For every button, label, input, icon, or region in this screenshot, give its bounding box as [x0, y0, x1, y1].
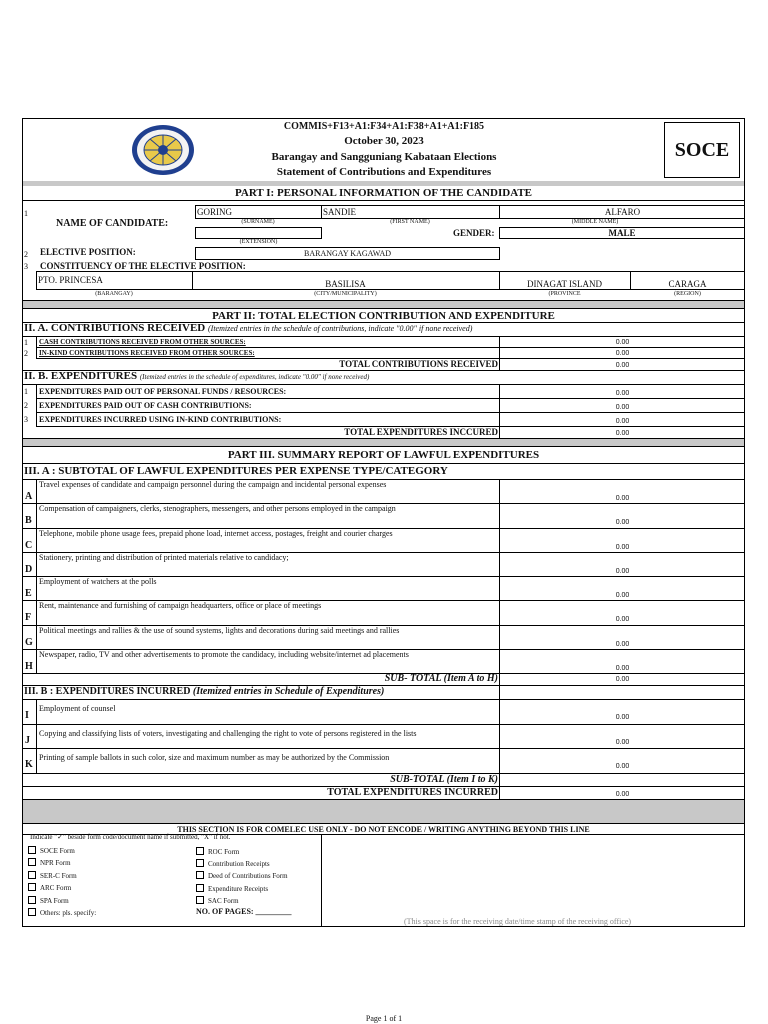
- form-checkbox-label: NPR Form: [40, 859, 71, 868]
- category-letter: E: [25, 588, 32, 599]
- form-checkbox-item[interactable]: [28, 883, 71, 892]
- statement-title: Statement of Contributions and Expenditures: [276, 166, 492, 178]
- part1-divider: [23, 300, 744, 308]
- first-name-field[interactable]: SANDIE: [323, 207, 356, 217]
- category-letter: B: [25, 515, 32, 527]
- gender-field[interactable]: MALE: [608, 228, 636, 238]
- exp-row-value: 0.00: [615, 404, 630, 411]
- category-description: Political meetings and rallies & the use of sound systems, lights and decorations during said meetings and rallies: [39, 625, 400, 635]
- middle-name-caption: (MIDDLE NAME): [571, 219, 619, 225]
- elective-position-field[interactable]: BARANGAY KAGAWAD: [304, 249, 391, 258]
- row2-num: 2: [24, 250, 28, 259]
- surname-caption: (SURNAME): [241, 219, 275, 225]
- form-checkbox-label: Deed of Contributions Form: [208, 872, 288, 881]
- form-checkbox-item[interactable]: [196, 847, 239, 856]
- checkbox-icon[interactable]: [196, 859, 204, 867]
- category-letter: D: [25, 563, 33, 575]
- comelec-instruction: Indicate "✓" beside form code/document name if submitted, "X" if not.: [30, 833, 231, 841]
- exp-heading-text: II. B. EXPENDITURES: [24, 370, 138, 382]
- category-value: 0.00: [615, 592, 630, 599]
- form-checkbox-item[interactable]: [28, 871, 77, 880]
- checkbox-icon[interactable]: [28, 883, 36, 891]
- part3b-note: (Itemized entries in Schedule of Expenditures): [192, 686, 385, 697]
- row-rule: [36, 412, 745, 413]
- checkbox-icon[interactable]: [28, 858, 36, 866]
- form-checkbox-item[interactable]: [196, 896, 239, 905]
- incurred-letter: I: [25, 710, 29, 721]
- form-checkbox-item[interactable]: [28, 896, 69, 905]
- form-date: October 30, 2023: [344, 135, 424, 147]
- form-checkbox-label: SOCE Form: [40, 847, 75, 855]
- soce-label: SOCE: [674, 139, 730, 161]
- form-checkbox-label: Others: pls. specify:: [40, 909, 97, 917]
- row-rule: [36, 384, 37, 426]
- form-checkbox-label: ARC Form: [40, 884, 72, 893]
- incurred-description: Copying and classifying lists of voters, investigating and challenging the right to vote of persons registered in the lists: [39, 728, 417, 738]
- contrib-heading-text: II. A. CONTRIBUTIONS RECEIVED: [24, 322, 206, 334]
- row-rule: [36, 347, 745, 348]
- contrib-note: (Itemized entries in the schedule of contributions, indicate "0.00" if none received): [208, 324, 473, 333]
- exp-total-value: 0.00: [615, 430, 630, 437]
- form-checkbox-item[interactable]: [28, 858, 71, 867]
- barangay-field[interactable]: PTO. PRINCESA: [38, 275, 103, 285]
- surname-field[interactable]: GORING: [197, 207, 232, 217]
- category-letter: F: [25, 612, 32, 624]
- row-rule: [22, 724, 745, 725]
- row-rule: [22, 773, 745, 774]
- city-field[interactable]: BASILISA: [325, 279, 366, 289]
- exp-row-label: EXPENDITURES PAID OUT OF PERSONAL FUNDS / RESOURCES:: [39, 387, 287, 396]
- exp-total-label: TOTAL EXPENDITURES INCCURED: [344, 427, 498, 437]
- constituency-label: CONSTITUENCY OF THE ELECTIVE POSITION:: [40, 261, 246, 271]
- exp-heading: [24, 371, 369, 382]
- category-value: 0.00: [615, 567, 630, 575]
- part2-divider: [23, 438, 744, 446]
- gender-label: GENDER:: [453, 228, 495, 238]
- election-title: Barangay and Sangguniang Kabataan Elections: [271, 151, 497, 163]
- total-expenditures-label: TOTAL EXPENDITURES INCURRED: [327, 787, 498, 798]
- city-caption: (CITY/MUNICIPALITY): [314, 291, 377, 297]
- row-rule: [36, 398, 745, 399]
- category-value: 0.00: [615, 664, 630, 672]
- row1-num: 1: [24, 209, 28, 218]
- incurred-letter: K: [25, 759, 33, 770]
- part3b-heading: [24, 687, 384, 697]
- stamp-note: (This space is for the receiving date/time stamp of the receiving office): [404, 917, 632, 926]
- contrib-row-num: 1: [24, 338, 28, 347]
- contrib-heading: [24, 323, 472, 334]
- contrib-row-label: IN-KIND CONTRIBUTIONS RECEIVED FROM OTHER SOURCES:: [39, 349, 255, 357]
- part3b-heading-text: III. B : EXPENDITURES INCURRED: [24, 686, 191, 697]
- category-letter: G: [25, 636, 33, 648]
- part3b-subtotal-label: SUB-TOTAL (Item I to K): [390, 774, 498, 785]
- extension-field[interactable]: [195, 227, 322, 239]
- form-checkbox-label: SER-C Form: [40, 871, 77, 880]
- category-letter: C: [25, 539, 33, 551]
- region-caption: (REGION): [674, 291, 701, 297]
- name-label: NAME OF CANDIDATE:: [56, 218, 169, 229]
- page-number: Page 1 of 1: [365, 1014, 403, 1023]
- exp-row-value: 0.00: [615, 418, 630, 425]
- contrib-row-value: 0.00: [615, 350, 630, 357]
- contrib-total-label: TOTAL CONTRIBUTIONS RECEIVED: [339, 359, 498, 369]
- category-description: Compensation of campaigners, clerks, stenographers, messengers, and other persons employed in the campaign: [39, 504, 396, 514]
- contrib-total-value: 0.00: [615, 362, 630, 369]
- barangay-caption: (BARANGAY): [95, 291, 133, 297]
- contrib-row-num: 2: [24, 349, 28, 358]
- checkbox-icon[interactable]: [196, 896, 204, 904]
- category-value: 0.00: [615, 543, 630, 551]
- exp-row-num: 3: [24, 415, 28, 424]
- row-rule: [22, 748, 745, 749]
- middle-name-field[interactable]: ALFARO: [604, 207, 641, 217]
- first-name-caption: (FIRST NAME): [390, 219, 430, 225]
- total-expenditures-value: 0.00: [615, 791, 630, 798]
- category-description: Newspaper, radio, TV and other advertisements to promote the candidacy, including website/internet ad placements: [39, 649, 409, 659]
- part3a-subtotal-value: 0.00: [615, 676, 630, 683]
- province-field[interactable]: DINAGAT ISLAND: [526, 279, 603, 289]
- part3a-subtotal-label: SUB- TOTAL (Item A to H): [384, 673, 498, 684]
- incurred-value: 0.00: [615, 714, 630, 721]
- form-checkbox-item[interactable]: [196, 884, 268, 893]
- category-description: Travel expenses of candidate and campaign personnel during the campaign and incidental personal expenses: [39, 480, 387, 489]
- form-code: COMMIS+F13+A1:F34+A1:F38+A1+A1:F185: [283, 121, 485, 132]
- exp-row-value: 0.00: [615, 390, 630, 397]
- category-value: 0.00: [615, 519, 630, 527]
- exp-row-num: 1: [24, 387, 28, 396]
- incurred-value: 0.00: [615, 738, 630, 746]
- form-checkbox-item[interactable]: [28, 908, 96, 917]
- checkbox-icon[interactable]: [28, 896, 36, 904]
- part3-title: PART III. SUMMARY REPORT OF LAWFUL EXPENDITURES: [227, 449, 540, 461]
- checkbox-icon[interactable]: [196, 884, 204, 892]
- category-value: 0.00: [615, 495, 630, 502]
- pages-label: NO. OF PAGES: _________: [196, 907, 292, 916]
- category-letter: A: [25, 491, 33, 502]
- form-checkbox-label: SAC Form: [208, 896, 239, 905]
- contrib-row-value: 0.00: [615, 339, 630, 346]
- row3-num: 3: [24, 262, 28, 271]
- incurred-description: Printing of sample ballots in such color, size and maximum number as may be authorized by the Commission: [39, 753, 390, 762]
- form-checkbox-label: SPA Form: [40, 896, 69, 905]
- exp-row-num: 2: [24, 401, 28, 410]
- category-description: Rent, maintenance and furnishing of campaign headquarters, office or place of meetings: [39, 601, 322, 611]
- header-divider: [23, 181, 744, 186]
- elective-label: ELECTIVE POSITION:: [40, 247, 136, 257]
- incurred-description: Employment of counsel: [39, 704, 116, 713]
- checkbox-icon[interactable]: [28, 871, 36, 879]
- part1-title: PART I: PERSONAL INFORMATION OF THE CANDIDATE: [234, 187, 533, 199]
- exp-row-label: EXPENDITURES INCURRED USING IN-KIND CONTRIBUTIONS:: [39, 415, 282, 424]
- form-checkbox-item[interactable]: [28, 846, 75, 855]
- form-checkbox-item[interactable]: [196, 859, 270, 868]
- category-letter: H: [25, 660, 33, 672]
- checkbox-icon[interactable]: [196, 871, 204, 879]
- category-value: 0.00: [615, 640, 630, 648]
- comelec-seal: [130, 124, 196, 176]
- checkbox-icon[interactable]: [28, 908, 36, 916]
- row-rule: [36, 699, 37, 773]
- part2-title: PART II: TOTAL ELECTION CONTRIBUTION AND EXPENDITURE: [212, 310, 555, 322]
- incurred-value: 0.00: [615, 763, 630, 770]
- seal-icon: [130, 124, 196, 176]
- part3a-heading: III. A : SUBTOTAL OF LAWFUL EXPENDITURES PER EXPENSE TYPE/CATEGORY: [24, 465, 448, 477]
- exp-row-label: EXPENDITURES PAID OUT OF CASH CONTRIBUTIONS:: [39, 401, 252, 410]
- form-checkbox-label: Contribution Receipts: [208, 860, 270, 869]
- incurred-letter: J: [25, 734, 30, 746]
- comelec-banner: THIS SECTION IS FOR COMELEC USE ONLY - DO NOT ENCODE / WRITING ANYTHING BEYOND THIS LINE: [177, 825, 590, 834]
- province-caption: (PROVINCE: [548, 291, 581, 297]
- contrib-row-label: CASH CONTRIBUTIONS RECEIVED FROM OTHER SOURCES:: [39, 338, 246, 346]
- form-checkbox-label: ROC Form: [208, 848, 240, 856]
- exp-note: (Itemized entries in the schedule of expenditures, indicate "0.00" if none received): [139, 373, 370, 381]
- form-checkbox-label: Expenditure Receipts: [208, 884, 269, 893]
- row-rule: [36, 336, 37, 358]
- checkbox-icon[interactable]: [196, 847, 204, 855]
- row-rule: [36, 479, 37, 673]
- category-description: Employment of watchers at the polls: [39, 577, 157, 586]
- part3-divider: [23, 799, 744, 823]
- category-description: Stationery, printing and distribution of printed materials relative to candidacy;: [39, 552, 289, 562]
- category-description: Telephone, mobile phone usage fees, prepaid phone load, internet access, postages, freight and courier charges: [39, 528, 393, 538]
- region-field[interactable]: CARAGA: [668, 279, 707, 289]
- checkbox-icon[interactable]: [28, 846, 36, 854]
- form-checkbox-item[interactable]: [196, 871, 288, 880]
- category-value: 0.00: [615, 616, 630, 624]
- extension-caption: (EXTENSION): [239, 239, 278, 245]
